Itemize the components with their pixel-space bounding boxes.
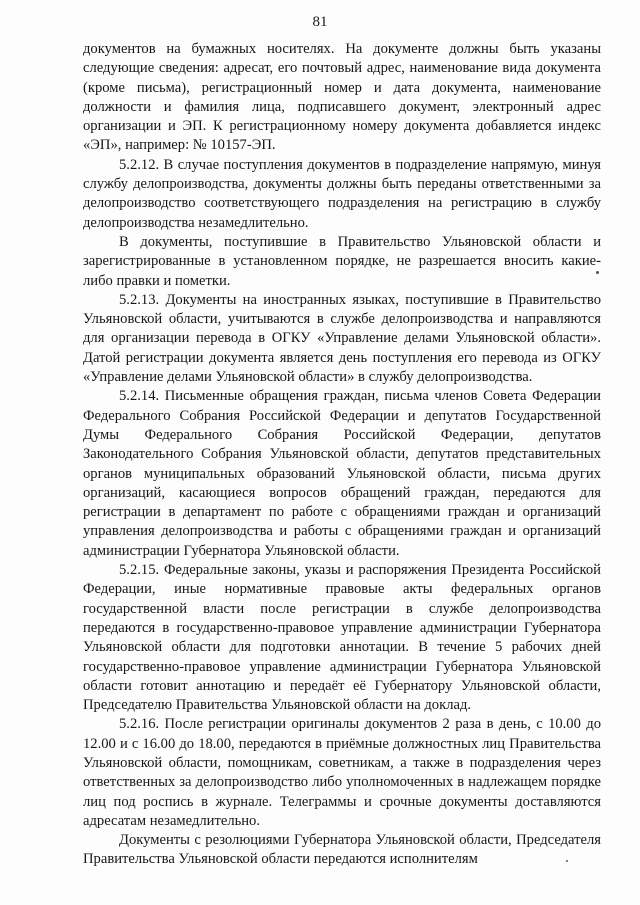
paragraph-5-2-14: 5.2.14. Письменные обращения граждан, письма членов Совета Федерации Федерального Собрания Российской Федерации и депутатов Государственной Думы Федерального Собрания Российской Федерации, депутатов Законодательного Собрания Ульяновской области, депутатов представительных органов муниципальных образований Ульяновской области, письма других организаций, касающиеся вопросов обращений граждан, передаются для регистрации в департамент по работе с обращениями граждан и организаций управления делопроизводства и работы с обращениями граждан и организаций администрации Губернатора Ульяновской области. [83,388,601,559]
paragraph-resolutions: Документы с резолюциями Губернатора Ульяновской области, Председателя Правительства Ульяновской области передаются исполнителям [83,832,601,868]
paragraph-5-2-15: 5.2.15. Федеральные законы, указы и распоряжения Президента Российской Федерации, иные нормативные правовые акты федеральных органов государственной власти после регистрации в службе делопроизводства передаются в государственно-правовое управление администрации Губернатора Ульяновской области для подготовки аннотации. В течение 5 рабочих дней государственно-правовое управление администрации Губернатора Ульяновской области готовит аннотацию и передаёт её Губернатору Ульяновской области, Председателю Правительства Ульяновской области на доклад. [83,562,601,714]
paragraph-5-2-12: 5.2.12. В случае поступления документов в подразделение напрямую, минуя службу делопроизводства, документы должны быть переданы ответственными за делопроизводство соответствующего подразделения на регистрацию в службу делопроизводства незамедлительно. [83,156,601,231]
page-number: 81 [312,14,328,30]
paragraph-continuation: документов на бумажных носителях. На документе должны быть указаны следующие сведения: адресат, его почтовый адрес, наименование вида документа (кроме письма), регистрационный номер и дата документа, наименование должности и фамилия лица, подписавшего документ, электронный адрес организации и ЭП. К регистрационному номеру документа добавляется индекс «ЭП», например: № 10157-ЭП. [83,41,601,154]
scan-speck [596,271,599,274]
paragraph-5-2-16: 5.2.16. После регистрации оригиналы документов 2 раза в день, с 10.00 до 12.00 и с 16.00 до 18.00, передаются в приёмные должностных лиц Правительства Ульяновской области, помощникам, советникам, а также в подразделения через ответственных за делопроизводство либо уполномоченных в надлежащем порядке лиц под роспись в журнале. Телеграммы и срочные документы доставляются адресатам незамедлительно. [83,716,601,829]
paragraph-5-2-13: 5.2.13. Документы на иностранных языках, поступившие в Правительство Ульяновской области, учитываются в службе делопроизводства и направляются для организации перевода в ОГКУ «Управление делами Ульяновской области». Датой регистрации документа является день поступления его перевода из ОГКУ «Управление делами Ульяновской области» в службу делопроизводства. [83,291,601,386]
document-body [83,40,601,870]
paragraph-no-edits: В документы, поступившие в Правительство Ульяновской области и зарегистрированные в установленном порядке, не разрешается вносить какие-либо правки и пометки. [83,233,601,289]
scan-speck [566,860,568,862]
